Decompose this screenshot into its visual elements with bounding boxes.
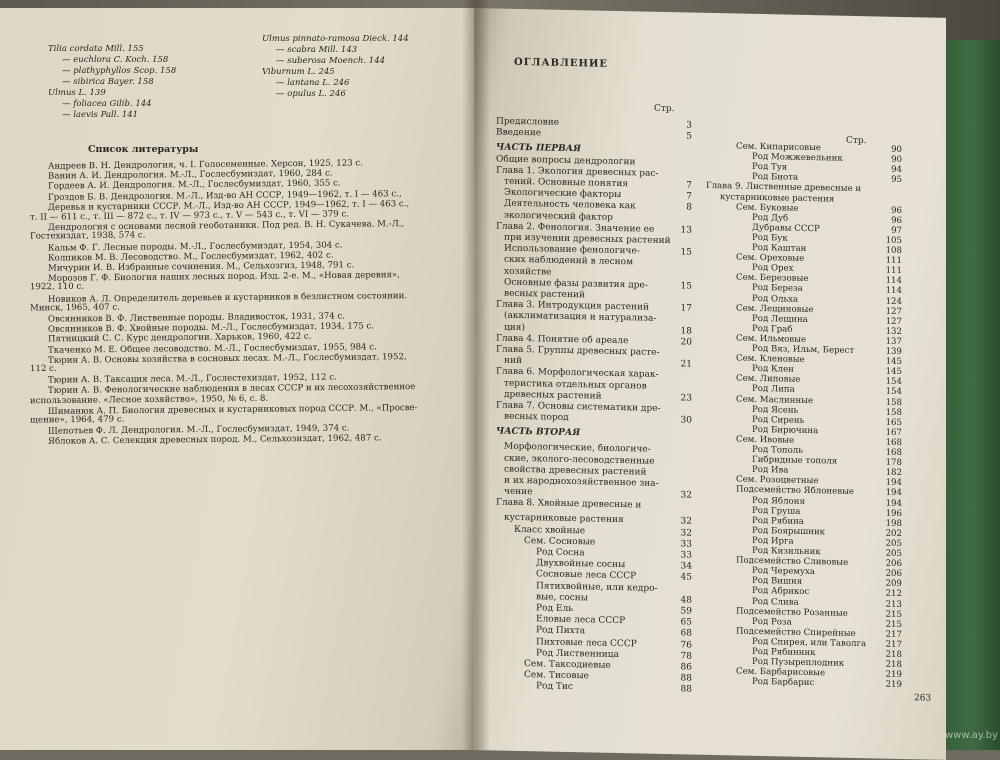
toc-page: 215	[885, 609, 902, 620]
toc-entry: Род Вишня	[752, 576, 803, 588]
bibliography-entry: Колпиков М. В. Лесоводство. М., Гослесбумиздат, 1962, 402 с.	[47, 250, 334, 264]
toc-entry: Род Абрикос	[752, 586, 810, 598]
toc-entry: Гибридные тополя	[752, 454, 838, 467]
toc-entry: (акклиматизация и натурализа-	[504, 311, 657, 325]
toc-page: 33	[680, 550, 692, 561]
index-entry: — euchlora C. Koch. 158	[62, 55, 169, 65]
toc-entry: Двухвойные сосны	[536, 558, 626, 571]
toc-entry: Род Ива	[752, 465, 789, 476]
bibliography-entry: Дендрология с основами лесной геоботаники. Под ред. В. Н. Сукачева. М.-Л.,	[47, 219, 405, 234]
bibliography-entry: Овсянников В. Ф. Лиственные породы. Владивосток, 1931, 374 с.	[47, 311, 346, 325]
toc-entry: Род Лещина	[752, 313, 808, 325]
toc-entry: Использование фенологиче-	[504, 243, 640, 257]
toc-entry: и их народнохозяйственное зна-	[504, 475, 659, 489]
toc-page: 88	[680, 684, 692, 695]
toc-entry: ЧАСТЬ ПЕРВАЯ	[496, 142, 581, 155]
toc-entry: Род Можжевельник	[752, 151, 843, 164]
toc-page: 127	[885, 316, 902, 327]
index-entry: — plathyphyllos Scop. 158	[62, 66, 177, 76]
toc-page: 165	[885, 417, 902, 428]
toc-entry: Предисловие	[496, 116, 560, 128]
toc-page: 59	[680, 606, 692, 617]
toc-entry: Сем. Тисовые	[524, 670, 589, 682]
toc-entry: ний	[504, 355, 522, 367]
toc-entry: Глава 1. Экология древесных рас-	[496, 165, 659, 179]
toc-entry: экологический фактор	[504, 210, 613, 223]
toc-page: 154	[885, 376, 902, 388]
bibliography-entry: Кальм Ф. Г. Лесные породы. М.-Л., Гослесбумиздат, 1954, 304 с.	[47, 240, 343, 254]
bibliography-entry: т. II — 611 с., т. III — 872 с., т. IV — 973 с., т. V — 543 с., т. VI — 379 с.	[29, 209, 350, 223]
toc-page: 33	[680, 539, 692, 550]
toc-entry: Дубравы СССР	[752, 222, 820, 235]
toc-page: 32	[680, 527, 692, 539]
toc-entry: Сем. Розоцветные	[736, 474, 819, 487]
toc-entry: Род Пузыреплодник	[752, 656, 845, 669]
toc-page: 114	[885, 275, 902, 287]
toc-page: 132	[885, 326, 902, 337]
toc-page: 182	[885, 467, 902, 479]
toc-page: 96	[891, 205, 902, 216]
toc-entry: ских наблюдений в лесном	[504, 255, 634, 268]
toc-entry: ция)	[504, 322, 525, 333]
toc-entry: Род Бук	[752, 232, 788, 244]
toc-entry: Род Ель	[536, 603, 574, 615]
toc-title: ОГЛАВЛЕНИЕ	[514, 56, 609, 70]
toc-entry: Сем. Буковые	[736, 202, 799, 214]
toc-entry: Род Кизильник	[752, 545, 821, 558]
toc-page: 205	[885, 538, 902, 549]
toc-page: 15	[680, 247, 692, 258]
toc-page: 88	[680, 673, 692, 684]
toc-entry: Род Яблоня	[752, 495, 805, 507]
toc-entry: Род Липа	[752, 384, 795, 396]
bibliography-entry: Тюрин А. В. Фенологические наблюдения в лесах СССР и их лесохозяйственное	[47, 382, 416, 397]
toc-page: 167	[885, 427, 902, 438]
toc-entry: Сем. Ореховые	[736, 252, 805, 265]
toc-page: 76	[680, 639, 692, 651]
toc-entry: Род Клен	[752, 364, 794, 375]
toc-entry: Род Дуб	[752, 212, 789, 224]
toc-entry: Род Слива	[752, 596, 799, 608]
toc-page: 95	[891, 175, 902, 186]
bibliography-entry: Пятницкий С. С. Курс дендрологии. Харьков, 1960, 422 с.	[47, 332, 312, 345]
bibliography-entry: Овсянников В. Ф. Хвойные породы. М.-Л., Гослесбумиздат, 1934, 175 с.	[47, 321, 375, 335]
toc-entry: Род Тис	[536, 681, 573, 693]
bibliography-entry: Морозов Г. Ф. Биология наших лесных пород. Изд. 2-е. М., «Новая деревня»,	[47, 270, 400, 285]
index-entry: — sibirica Bayer. 158	[62, 77, 154, 87]
toc-entry: Род Черемуха	[752, 566, 816, 578]
index-entry: Ulmus pinnato-ramosa Dieck. 144	[262, 34, 409, 44]
bibliography-entry: Мичурин И. В. Избранные сочинения. М., Сельхозгиз, 1948, 791 с.	[47, 260, 355, 274]
bibliography-entry: Андреев В. Н. Дендрология, ч. I. Голосеменные. Херсон, 1925, 123 с.	[47, 158, 363, 172]
toc-page: 108	[885, 245, 902, 256]
toc-entry: Экологические факторы	[504, 187, 622, 201]
toc-page: 212	[885, 589, 902, 600]
toc-entry: Сем. Маслинные	[736, 393, 814, 406]
toc-entry: Сем. Барбарисовые	[736, 666, 826, 679]
toc-entry: Сем. Кипарисовые	[736, 141, 822, 154]
toc-entry: Сем. Липовые	[736, 373, 801, 386]
toc-entry: древесных растений	[504, 389, 602, 402]
toc-page: 13	[680, 225, 692, 236]
toc-entry: Глава 5. Группы древесных расте-	[496, 344, 660, 358]
toc-page: 96	[891, 215, 902, 226]
toc-page: 3	[686, 120, 692, 131]
toc-page: 97	[891, 225, 902, 236]
toc-entry: Сем. Сосновые	[524, 535, 596, 548]
bibliography-title: Список литературы	[88, 144, 199, 155]
toc-entry: Подсемейство Спирейные	[736, 626, 856, 639]
toc-entry: Сем. Березовые	[736, 272, 809, 285]
toc-entry: весных пород	[504, 411, 569, 424]
toc-entry: Сем. Кленовые	[736, 353, 805, 366]
toc-page: 194	[885, 498, 902, 509]
toc-page: 168	[885, 447, 902, 458]
toc-entry: Род Сосна	[536, 547, 585, 559]
toc-entry: Введение	[496, 127, 542, 139]
bibliography-entry: Гордеев А. И. Дендрология. М.-Л., Гослесбумиздат, 1960, 355 с.	[47, 178, 341, 192]
watermark: www.ay.by	[945, 730, 998, 741]
toc-page: 21	[680, 359, 692, 370]
toc-page: 194	[885, 488, 902, 499]
toc-page: 34	[680, 561, 692, 572]
toc-page: 202	[885, 528, 902, 539]
toc-entry: Еловые леса СССР	[536, 614, 626, 627]
toc-entry: теристика отдельных органов	[504, 378, 647, 392]
toc-page: 45	[680, 572, 692, 583]
index-entry: — foliacea Gilib. 144	[62, 99, 152, 109]
toc-entry: Глава 3. Интродукция растений	[496, 299, 650, 313]
index-entry: Viburnum L. 245	[262, 67, 335, 77]
toc-page: 219	[885, 669, 902, 681]
toc-entry: Глава 7. Основы систематики дре-	[496, 400, 661, 414]
toc-entry: Род Ольха	[752, 293, 799, 305]
toc-entry: Род Береза	[752, 283, 803, 295]
toc-page: 154	[885, 387, 902, 398]
toc-page: 198	[885, 518, 902, 529]
toc-entry: Глава 6. Морфологическая харак-	[496, 366, 659, 381]
toc-str-label-2: Стр.	[846, 135, 867, 147]
toc-entry: Род Барбарис	[752, 677, 815, 689]
right-page	[474, 8, 946, 760]
toc-entry: Род Рябинник	[752, 646, 816, 659]
toc-entry: тений. Основные понятия	[504, 176, 629, 190]
toc-page: 205	[885, 548, 902, 559]
toc-page: 20	[680, 337, 692, 348]
bibliography-entry: использование. «Лесное хозяйство», 1950, № 6, с. 8.	[29, 393, 269, 406]
toc-entry: чение	[504, 486, 533, 498]
toc-page: 90	[891, 144, 902, 155]
toc-page: 65	[680, 617, 692, 628]
toc-entry: весных растений	[504, 288, 585, 301]
toc-page: 8	[686, 202, 692, 213]
bibliography-entry: Ванин А. И. Дендрология. М.-Л., Гослесбумиздат, 1960, 284 с.	[47, 168, 333, 182]
bibliography-entry: Минск, 1965, 407 с.	[29, 302, 120, 314]
toc-page: 145	[885, 366, 902, 378]
toc-entry: при изучении древесных растений	[504, 232, 671, 247]
toc-entry: Род Рябина	[752, 515, 804, 527]
bibliography-entry: Новиков А. Л. Определитель деревьев и кустарников в безлистном состоянии.	[47, 290, 408, 305]
bibliography-entry: Деревья и кустарники СССР. М.-Л., Изд-во АН СССР, 1949—1962, т. I — 463 с.,	[47, 198, 410, 213]
toc-page: 206	[885, 558, 902, 570]
bibliography-entry: Ткаченко М. Е. Общее лесоводство. М.-Л., Гослесбумиздат, 1955, 984 с.	[47, 341, 377, 356]
toc-entry: Род Туя	[752, 162, 788, 173]
toc-entry: Род Биота	[752, 172, 799, 184]
toc-page: 105	[885, 235, 902, 246]
index-entry: Ulmus L. 139	[48, 88, 106, 98]
bibliography-entry: Шиманюк А. П. Биология древесных и кустарниковых пород СССР. М., «Просве-	[47, 402, 418, 417]
toc-entry: хозяйстве	[504, 266, 552, 278]
page-number: 263	[914, 693, 932, 704]
toc-entry: Род Каштан	[752, 242, 807, 254]
toc-entry: Глава 2. Фенология. Значение ее	[496, 221, 655, 235]
toc-entry: Подсемейство Розанные	[736, 606, 848, 619]
toc-entry: Глава 8. Хвойные древесные и	[496, 497, 642, 511]
toc-page: 7	[686, 180, 692, 191]
toc-page: 145	[885, 356, 902, 368]
index-entry: — suberosa Moench. 144	[276, 56, 386, 66]
toc-page: 158	[885, 407, 902, 418]
toc-entry: Род Спирея, или Таволга	[752, 636, 867, 650]
bibliography-entry: Щепотьев Ф. Л. Дендрология. М.-Л., Гослесбумиздат, 1949, 374 с.	[47, 423, 350, 437]
toc-page: 94	[891, 164, 902, 176]
toc-page: 217	[885, 639, 902, 650]
toc-entry: вые, сосны	[536, 592, 588, 604]
toc-entry: кустарниковые растения	[504, 513, 624, 526]
toc-entry: Подсемейство Яблоневые	[736, 484, 854, 498]
toc-entry: Морфологические, биологиче-	[504, 442, 651, 456]
toc-entry: Класс хвойные	[514, 524, 586, 536]
toc-entry: ские, эколого-лесоводственные	[504, 453, 655, 467]
toc-page: 48	[680, 595, 692, 606]
toc-entry: Деятельность человека как	[504, 199, 636, 212]
toc-page: 127	[885, 306, 902, 317]
toc-page: 139	[885, 346, 902, 357]
toc-entry: Род Пихта	[536, 625, 586, 637]
toc-page: 114	[885, 286, 902, 297]
toc-entry: Род Ясень	[752, 404, 799, 416]
bibliography-entry: 1922, 110 с.	[29, 282, 85, 293]
bibliography-entry: Тюрин А. В. Основы хозяйства в сосновых лесах. М.-Л., Гослесбумиздат, 1952,	[47, 351, 407, 366]
toc-page: 218	[885, 659, 902, 671]
toc-entry: Сосновые леса СССР	[536, 569, 637, 582]
toc-page: 5	[686, 131, 692, 142]
toc-page: 78	[680, 651, 692, 662]
index-entry: — laevis Pall. 141	[62, 110, 139, 120]
toc-entry: Общие вопросы дендрологии	[496, 154, 636, 167]
toc-entry: Род Тополь	[752, 444, 803, 456]
toc-page: 196	[885, 508, 902, 519]
toc-page: 18	[680, 325, 692, 337]
left-page	[0, 8, 478, 750]
toc-entry: Род Лиственница	[536, 648, 619, 660]
toc-page: 218	[885, 649, 902, 660]
toc-entry: Сем. Лещиновые	[736, 303, 814, 315]
toc-page: 7	[686, 191, 692, 202]
toc-entry: Подсемейство Сливовые	[736, 555, 849, 568]
index-entry: — opulus L. 246	[276, 89, 346, 99]
bibliography-entry: Тюрин А. В. Таксация леса. М.-Л., Гослестехиздат, 1952, 112 с.	[47, 372, 337, 386]
toc-entry: свойства древесных растений	[504, 464, 647, 478]
toc-entry: Основные фазы развития дре-	[504, 277, 648, 291]
toc-page: 124	[885, 296, 902, 307]
toc-page: 86	[680, 662, 692, 673]
toc-entry: кустарниковые растения	[720, 191, 835, 205]
index-entry: Tilia cordata Mill. 155	[48, 44, 144, 54]
toc-page: 213	[885, 599, 902, 610]
toc-page: 178	[885, 457, 902, 469]
toc-page: 219	[885, 679, 902, 691]
toc-entry: ЧАСТЬ ВТОРАЯ	[496, 426, 581, 439]
bibliography-entry: щение», 1964, 479 с.	[29, 414, 125, 426]
toc-page: 111	[885, 265, 902, 277]
toc-page: 194	[885, 477, 902, 489]
book-gutter	[462, 0, 490, 750]
toc-page: 23	[680, 393, 692, 404]
bibliography-entry: Гостехиздат, 1938, 574 с.	[29, 230, 146, 242]
toc-page: 209	[885, 578, 902, 590]
index-entry: — lantana L. 246	[276, 78, 350, 88]
toc-page: 32	[680, 516, 692, 527]
toc-page: 90	[891, 154, 902, 166]
toc-page: 111	[885, 255, 902, 267]
toc-entry: Глава 4. Понятие об ареале	[496, 333, 629, 347]
toc-entry: Род Граб	[752, 323, 793, 335]
toc-entry: Род Сирень	[752, 414, 805, 426]
toc-str-label-1: Стр.	[654, 103, 675, 115]
toc-page: 158	[885, 397, 902, 408]
bibliography-entry: Яблоков А. С. Селекция древесных пород. М., Сельхозиздат, 1962, 487 с.	[47, 433, 382, 448]
toc-page: 206	[885, 568, 902, 580]
toc-page: 217	[885, 629, 902, 640]
toc-entry: Род Груша	[752, 505, 801, 517]
index-entry: — scabra Mill. 143	[276, 45, 358, 55]
toc-entry: Род Вяз, Ильм, Берест	[752, 343, 855, 356]
toc-page: 68	[680, 628, 692, 639]
toc-entry: Род Орех	[752, 263, 794, 274]
toc-page: 32	[680, 490, 692, 501]
toc-entry: Род Роза	[752, 616, 792, 628]
toc-page: 215	[885, 619, 902, 630]
toc-entry: Глава 9. Лиственные древесные и	[706, 181, 862, 195]
toc-entry: Род Боярышник	[752, 525, 826, 538]
toc-page: 168	[885, 437, 902, 448]
bibliography-entry: Гроздов Б. В. Дендрология. М.-Л., Изд-во АН СССР, 1949—1962, т. I — 463 с.,	[47, 188, 402, 203]
toc-page: 17	[680, 303, 692, 314]
toc-entry: Пятихвойные, или кедро-	[536, 580, 658, 594]
toc-entry: Сем. Ивовые	[736, 434, 795, 446]
toc-page: 137	[885, 336, 902, 347]
toc-page: 30	[680, 415, 692, 426]
bibliography-entry: 112 с.	[29, 363, 57, 375]
toc-entry: Сем. Таксодиевые	[524, 659, 611, 671]
toc-entry: Сем. Ильмовые	[736, 333, 807, 345]
toc-entry: Род Ирга	[752, 535, 794, 547]
toc-entry: Род Бирючина	[752, 424, 819, 437]
toc-entry: Пихтовые леса СССР	[536, 636, 637, 650]
toc-page: 15	[680, 281, 692, 292]
